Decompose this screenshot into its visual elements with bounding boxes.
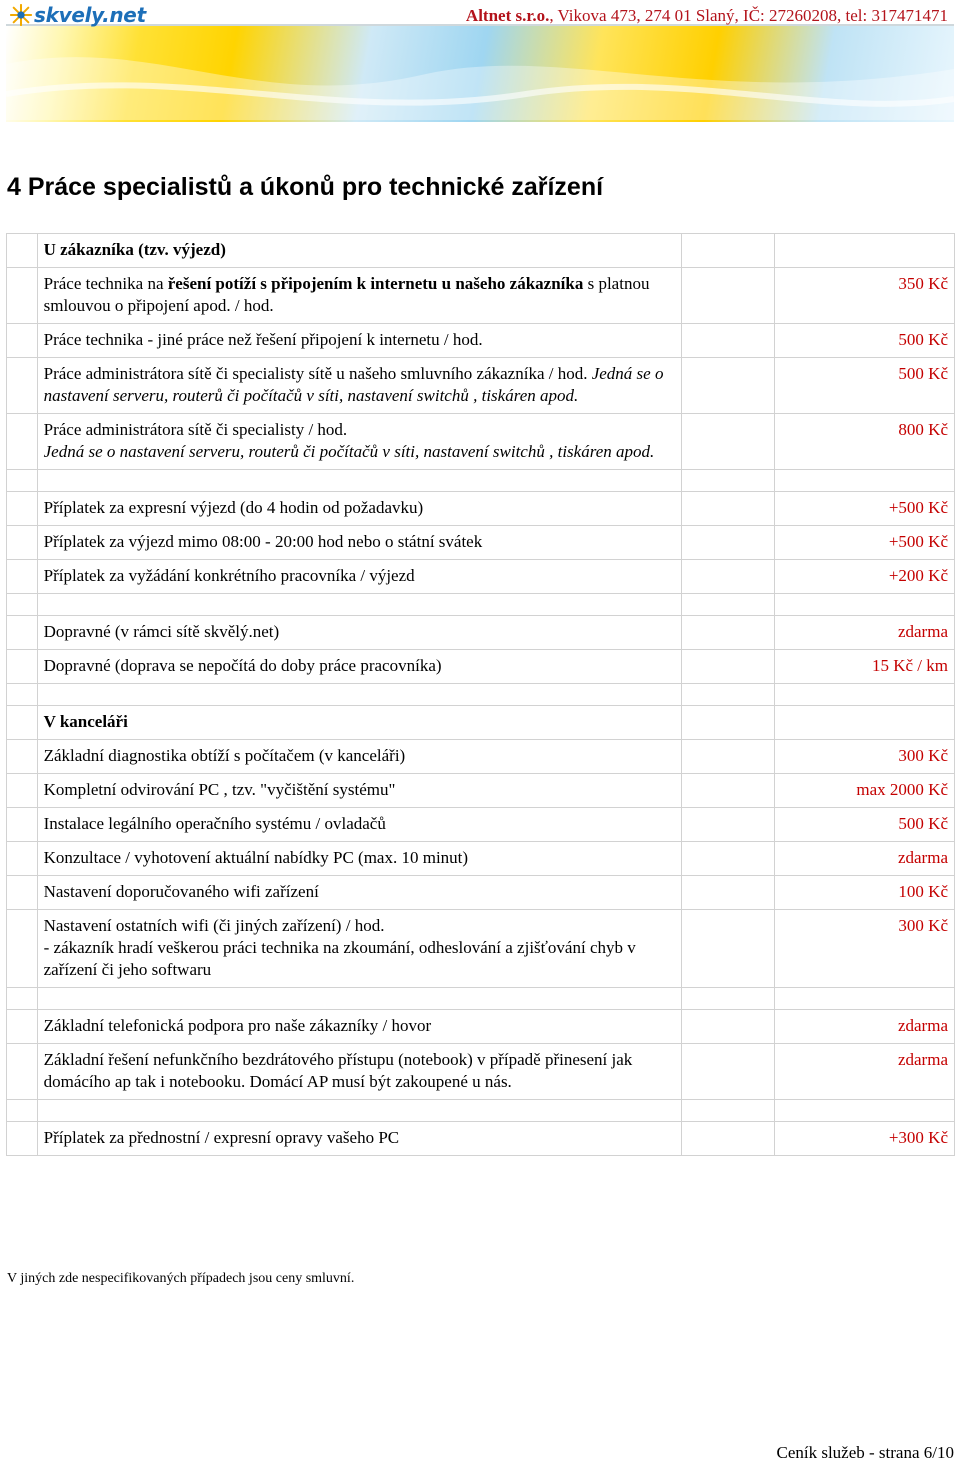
banner-wave-decoration xyxy=(6,24,954,120)
table-row xyxy=(7,268,955,324)
table-spacer-row xyxy=(7,470,955,492)
footnote: V jiných zde nespecifikovaných případech jsou ceny smluvní. xyxy=(7,1271,355,1286)
service-price: zdarma xyxy=(775,1010,955,1044)
table-row xyxy=(7,740,955,774)
service-price: +500 Kč xyxy=(775,492,955,526)
company-contact xyxy=(466,6,948,26)
service-description: Práce administrátora sítě či specialisty / hod. Jedná se o nastavení serveru, routerů či počítačů v síti, nastavení switchů , tiskáren apod. xyxy=(37,414,681,470)
table-row xyxy=(7,234,955,268)
service-description: Práce technika - jiné práce než řešení připojení k internetu / hod. xyxy=(37,324,681,358)
table-row xyxy=(7,774,955,808)
table-row xyxy=(7,876,955,910)
table-row xyxy=(7,650,955,684)
service-description: Nastavení doporučovaného wifi zařízení xyxy=(37,876,681,910)
table-row xyxy=(7,842,955,876)
table-row xyxy=(7,324,955,358)
service-description: Příplatek za přednostní / expresní opravy vašeho PC xyxy=(37,1122,681,1156)
table-row xyxy=(7,808,955,842)
table-row xyxy=(7,414,955,470)
table-spacer-row xyxy=(7,684,955,706)
service-description: Konzultace / vyhotovení aktuální nabídky PC (max. 10 minut) xyxy=(37,842,681,876)
service-price: zdarma xyxy=(775,616,955,650)
service-description: Instalace legálního operačního systému / ovladačů xyxy=(37,808,681,842)
service-description: Základní telefonická podpora pro naše zákazníky / hovor xyxy=(37,1010,681,1044)
section-heading-customer: U zákazníka (tzv. výjezd) xyxy=(37,234,681,268)
service-price: 350 Kč xyxy=(775,268,955,324)
logo-text: skvely.net xyxy=(34,3,146,27)
table-row xyxy=(7,358,955,414)
service-price: +500 Kč xyxy=(775,526,955,560)
service-description: Základní řešení nefunkčního bezdrátového přístupu (notebook) v případě přinesení jak domácího ap tak i notebooku. Domácí AP musí být zakoupené u nás. xyxy=(37,1044,681,1100)
company-name: Altnet s.r.o. xyxy=(465,6,550,25)
table-row xyxy=(7,1122,955,1156)
star-icon xyxy=(10,4,32,26)
service-price: 500 Kč xyxy=(775,358,955,414)
service-description: Práce administrátora sítě či specialisty sítě u našeho smluvního zákazníka / hod. Jedná se o nastavení serveru, routerů či počítačů v síti, nastavení switchů , tiskáren apod. xyxy=(37,358,681,414)
service-description: Příplatek za expresní výjezd (do 4 hodin od požadavku) xyxy=(37,492,681,526)
header-banner xyxy=(6,0,954,120)
service-description: Kompletní odvirování PC , tzv. "vyčištění systému" xyxy=(37,774,681,808)
table-spacer-row xyxy=(7,1100,955,1122)
table-row xyxy=(7,526,955,560)
service-price: 500 Kč xyxy=(775,324,955,358)
table-spacer-row xyxy=(7,594,955,616)
service-description: Práce technika na řešení potíží s připojením k internetu u našeho zákazníka s platnou smlouvou o připojení apod. / hod. xyxy=(37,268,681,324)
service-price: zdarma xyxy=(775,1044,955,1100)
table-spacer-row xyxy=(7,988,955,1010)
table-row xyxy=(7,1044,955,1100)
service-price: 15 Kč / km xyxy=(775,650,955,684)
service-description: Nastavení ostatních wifi (či jiných zařízení) / hod. - zákazník hradí veškerou práci technika na zkoumání, odheslování a zjišťování chyb v zařízení či jeho softwaru xyxy=(37,910,681,988)
company-address: , Vikova 473, 274 01 Slaný, IČ: 27260208, tel: 317471471 xyxy=(549,6,948,25)
price-table xyxy=(6,233,955,1156)
table-row xyxy=(7,492,955,526)
logo[interactable] xyxy=(10,2,146,28)
service-price: 100 Kč xyxy=(775,876,955,910)
service-description: Dopravné (v rámci sítě skvělý.net) xyxy=(37,616,681,650)
page-footer: Ceník služeb - strana 6/10 xyxy=(776,1443,954,1462)
service-price: 300 Kč xyxy=(775,740,955,774)
service-price: +200 Kč xyxy=(775,560,955,594)
service-price: 800 Kč xyxy=(775,414,955,470)
service-description: Příplatek za výjezd mimo 08:00 - 20:00 hod nebo o státní svátek xyxy=(37,526,681,560)
service-price: 300 Kč xyxy=(775,910,955,988)
table-row xyxy=(7,616,955,650)
service-description: Příplatek za vyžádání konkrétního pracovníka / výjezd xyxy=(37,560,681,594)
service-price: zdarma xyxy=(775,842,955,876)
service-description: Základní diagnostika obtíží s počítačem (v kanceláři) xyxy=(37,740,681,774)
page-title: 4 Práce specialistů a úkonů pro technické zařízení xyxy=(7,173,604,201)
service-price: +300 Kč xyxy=(775,1122,955,1156)
table-row xyxy=(7,910,955,988)
service-description: Dopravné (doprava se nepočítá do doby práce pracovníka) xyxy=(37,650,681,684)
table-row xyxy=(7,560,955,594)
service-price: 500 Kč xyxy=(775,808,955,842)
table-row xyxy=(7,706,955,740)
section-heading-office: V kanceláři xyxy=(37,706,681,740)
service-price: max 2000 Kč xyxy=(775,774,955,808)
table-row xyxy=(7,1010,955,1044)
